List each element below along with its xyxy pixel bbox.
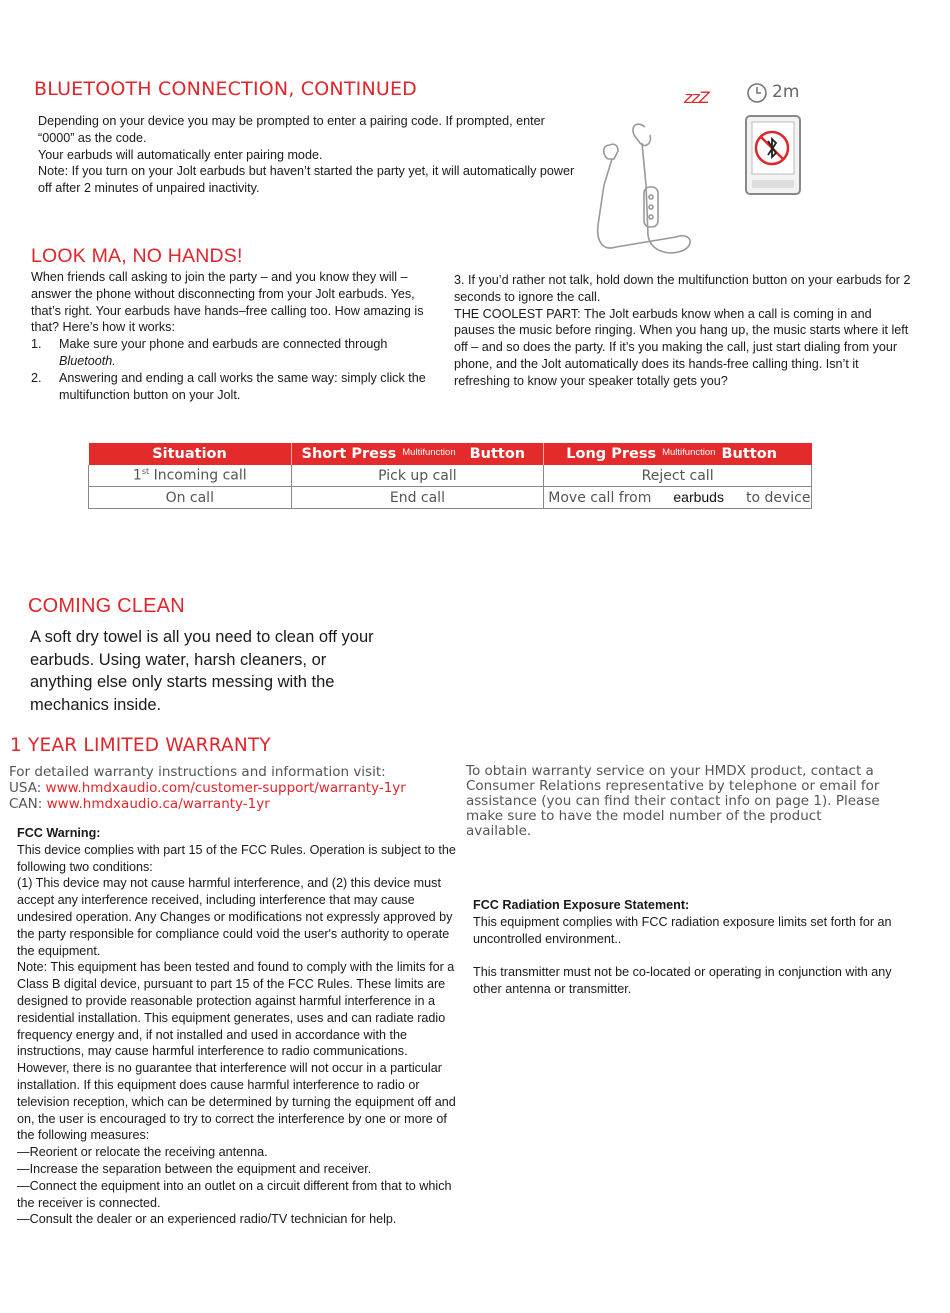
fcc-radiation-section <box>473 897 918 998</box>
header-long-press: Long Press $^{Multifunction}$ Button <box>544 443 812 465</box>
cell-situation: 1st Incoming call <box>89 465 292 487</box>
coolest-part-paragraph: THE COOLEST PART: The Jolt earbuds know when a call is coming in and pauses the music before ringing. When you hang up, the music starts where it left off – and so does the party. If it’s you making the call, just start dialing from your phone, and the Jolt automatically does its hands-free calling thing. Isn’t it refreshing to know your speaker totally gets you? <box>454 306 909 388</box>
hands-steps <box>31 336 436 403</box>
hands-intro: When friends call asking to join the party – and you know they will – answer the phone without disconnecting from your Jolt earbuds. Yes, that’s right. Your earbuds have hands–free calling too. How amazing is that? Here’s how it works: <box>31 270 424 335</box>
list-item: 2. Answering and ending a call works the same way: simply click the multifunction button on your Jolt. <box>31 370 426 402</box>
fcc-radiation-p1: This equipment complies with FCC radiation exposure limits set forth for an uncontrolled environment.. <box>473 914 892 946</box>
fcc-warning-line: This device complies with part 15 of the FCC Rules. Operation is subject to the following two conditions: <box>17 842 456 874</box>
fcc-warning-line: —Increase the separation between the equipment and receiver. <box>17 1161 372 1176</box>
warranty-usa: USA: www.hmdxaudio.com/customer-support/warranty-1yr <box>9 780 406 796</box>
warranty-service: To obtain warranty service on your HMDX product, contact a Consumer Relations representative by telephone or email for assistance (you can find their contact info on page 1). Please make sure to have the model number of the product available. <box>466 763 880 839</box>
timer-label: 2m <box>772 82 800 102</box>
fcc-radiation-p2: This transmitter must not be co-located or operating in conjunction with any other antenna or transmitter. <box>473 965 892 996</box>
fcc-warning-title: FCC Warning: <box>17 826 101 840</box>
bluetooth-heading: BLUETOOTH CONNECTION, CONTINUED <box>34 78 418 100</box>
pairing-code-paragraph: Depending on your device you may be prompted to enter a pairing code. If prompted, enter “0000” as the code. <box>38 114 545 145</box>
fcc-warning-section <box>17 825 457 1228</box>
cell-long-press: Reject call <box>544 465 812 487</box>
warranty-heading: 1 YEAR LIMITED WARRANTY <box>10 735 271 756</box>
header-situation: Situation <box>89 443 292 465</box>
fcc-warning-line: Note: This equipment has been tested and found to comply with the limits for a Class B digital device, pursuant to part 15 of the FCC Rules. These limits are designed to provide reasonable protection against harmful interference in a residential installation. This equipment generates, uses and can radiate radio frequency energy and, if not installed and used in accordance with the instructions, may cause harmful interference to radio communications. However, there is no guarantee that interference will not occur in a particular installation. If this equipment does cause harmful interference to radio or television reception, which can be determined by turning the equipment off and on, the user is encouraged to try to correct the interference by one or more of the following measures: <box>17 960 456 1143</box>
cell-short-press: End call <box>291 487 544 509</box>
table-row <box>89 465 812 487</box>
hands-heading: LOOK MA, NO HANDS! <box>31 245 243 267</box>
clean-text: A soft dry towel is all you need to clean off your earbuds. Using water, harsh cleaners, or anything else only starts messing with the mechanics inside. <box>30 628 374 714</box>
zzz-sleep-text: zzZ <box>684 88 709 107</box>
can-warranty-link[interactable]: www.hmdxaudio.ca/warranty-1yr <box>46 796 270 812</box>
usa-warranty-link[interactable]: www.hmdxaudio.com/customer-support/warranty-1yr <box>45 780 406 796</box>
warranty-instructions: For detailed warranty instructions and information visit: <box>9 764 386 780</box>
fcc-warning-line: —Connect the equipment into an outlet on a circuit different from that to which the receiver is connected. <box>17 1178 452 1210</box>
bluetooth-text <box>38 113 578 197</box>
header-short-press: Short Press $^{Multifunction}$ Button <box>291 443 544 465</box>
fcc-warning-line: —Reorient or relocate the receiving antenna. <box>17 1145 268 1160</box>
clock-icon <box>746 82 768 104</box>
pairing-mode-paragraph: Your earbuds will automatically enter pairing mode. <box>38 147 323 162</box>
auto-power-off-note: Note: If you turn on your Jolt earbuds but haven’t started the party yet, it will automatically power off after 2 minutes of unpaired inactivity. <box>38 164 575 196</box>
fcc-warning-line: (1) This device may not cause harmful interference, and (2) this device must accept any interference received, including interference that may cause undesired operation. Any Changes or modifications not expressly approved by the party responsible for compliance could void the user's authority to operate the equipment. <box>17 876 453 958</box>
warranty-links <box>9 764 406 812</box>
phone-bluetooth-off-icon <box>744 114 802 196</box>
hands-left-column <box>31 269 436 403</box>
fcc-radiation-title: FCC Radiation Exposure Statement: <box>473 898 690 912</box>
warranty-can: CAN: www.hmdxaudio.ca/warranty-1yr <box>9 796 270 812</box>
ignore-call-step: 3. If you’d rather not talk, hold down the multifunction button on your earbuds for 2 seconds to ignore the call. <box>454 273 911 304</box>
clean-heading: COMING CLEAN <box>28 595 185 617</box>
earbuds-illustration <box>590 115 700 265</box>
fcc-warning-line: —Consult the dealer or an experienced radio/TV technician for help. <box>17 1212 397 1227</box>
list-item: 1. Make sure your phone and earbuds are connected through Bluetooth. <box>31 337 388 368</box>
spacer <box>473 947 918 964</box>
table-header-row <box>89 443 812 465</box>
cell-long-press: Move call from earbuds to device <box>544 487 812 509</box>
table-row <box>89 487 812 509</box>
call-controls-table <box>88 443 812 509</box>
hands-right-column <box>454 272 914 390</box>
cell-short-press: Pick up call <box>291 465 544 487</box>
cell-situation: On call <box>89 487 292 509</box>
